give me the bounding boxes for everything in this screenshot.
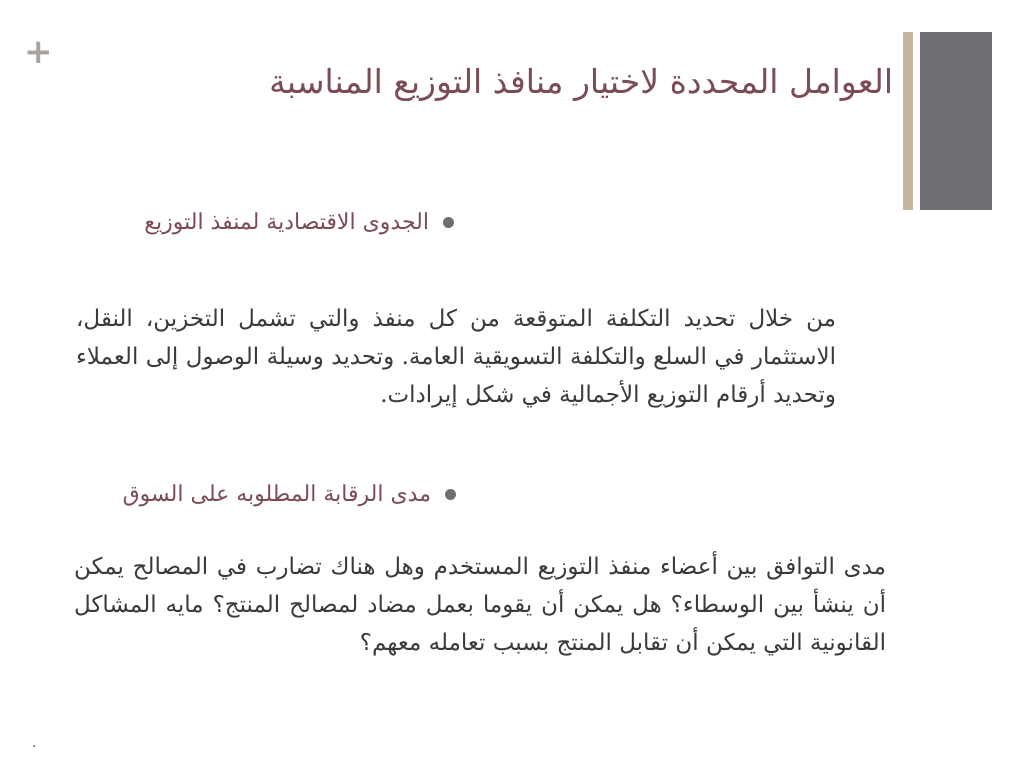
- footer-mark: .: [32, 735, 37, 751]
- bullet-dot-icon: [443, 217, 454, 228]
- bullet-dot-icon: [445, 489, 456, 500]
- bullet-heading: الجدوى الاقتصادية لمنفذ التوزيع: [144, 210, 429, 235]
- bullet-market-control: [123, 482, 456, 507]
- accent-bar-tan: [903, 32, 913, 210]
- bullet-body-paragraph: مدى التوافق بين أعضاء منفذ التوزيع المستخدم وهل هناك تضارب في المصالح يمكن أن ينشأ بين الوسطاء؟ هل يمكن أن يقوما بعمل مضاد لمصالح المنتج؟ مايه المشاكل القانونية التي يمكن أن تقابل المنتج بسبب تعامله معهم؟: [74, 554, 886, 656]
- bullet-economic-feasibility: [144, 210, 454, 235]
- bullet-body-paragraph: من خلال تحديد التكلفة المتوقعة من كل منفذ والتي تشمل التخزين، النقل، الاستثمار في السلع والتكلفة التسويقية العامة. وتحديد وسيلة الوصول إلى العملاء وتحديد أرقام التوزيع الأجمالية في شكل إيرادات.: [76, 306, 836, 408]
- plus-icon: [24, 32, 53, 72]
- slide-title: العوامل المحددة لاختيار منافذ التوزيع المناسبة: [269, 62, 893, 101]
- bullet-heading: مدى الرقابة المطلوبه على السوق: [122, 482, 431, 507]
- accent-bar-gray: [920, 32, 992, 210]
